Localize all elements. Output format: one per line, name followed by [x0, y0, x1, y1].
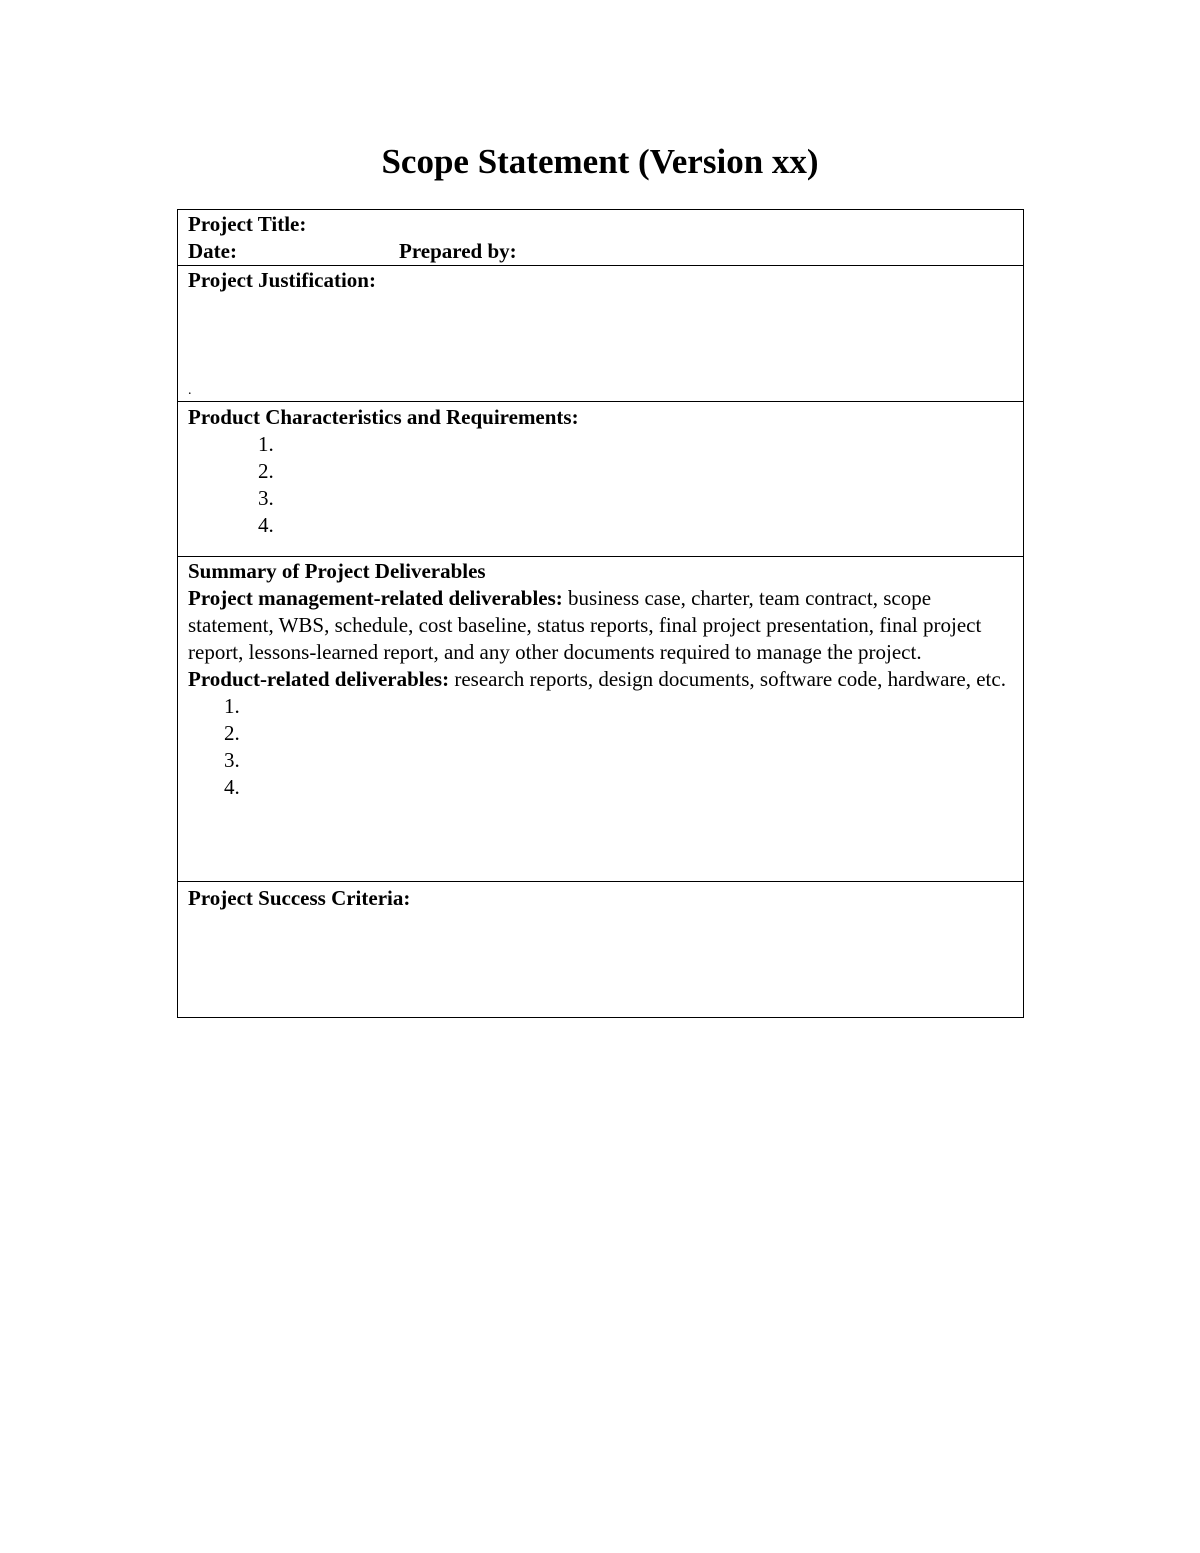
scope-statement-table [177, 209, 1024, 1018]
project-title-row [178, 210, 1023, 265]
deliverables-heading: Summary of Project Deliverables [188, 559, 486, 583]
prepared-by-label: Prepared by: [399, 239, 517, 263]
product-deliverables-label: Product-related deliverables: [188, 667, 450, 691]
date-prepared-line [188, 238, 1013, 265]
list-item: 3. [224, 748, 240, 772]
page-title: Scope Statement (Version xx) [381, 142, 819, 181]
list-item: 3. [258, 486, 274, 510]
list-item: 2. [258, 459, 274, 483]
list-item: 4. [258, 513, 274, 537]
list-item: 1. [258, 432, 274, 456]
project-title-label: Project Title: [188, 212, 307, 236]
pm-deliverables-label: Project management-related deliverables: [188, 586, 563, 610]
deliverables-list [188, 693, 1013, 801]
project-justification-row [178, 265, 1023, 401]
product-deliverables-paragraph [188, 666, 1013, 693]
success-criteria-label: Project Success Criteria: [188, 886, 411, 910]
pm-deliverables-text: business case, charter, team contract, scope statement, WBS, schedule, cost baseline, status reports, final project presentation, final project report, lessons-learned report, and any other documents required to manage the project. [188, 586, 982, 664]
characteristics-list [188, 431, 1013, 539]
date-label: Date: [188, 239, 237, 263]
product-characteristics-label: Product Characteristics and Requirements: [188, 405, 579, 429]
list-item: 4. [224, 775, 240, 799]
pm-deliverables-paragraph [188, 585, 1013, 666]
product-deliverables-text: research reports, design documents, software code, hardware, etc. [454, 667, 1006, 691]
list-item: 2. [224, 721, 240, 745]
justification-placeholder-mark: . [188, 383, 192, 398]
product-characteristics-row [178, 401, 1023, 556]
project-justification-label: Project Justification: [188, 268, 376, 292]
list-item: 1. [224, 694, 240, 718]
success-criteria-row [178, 881, 1023, 1017]
deliverables-summary-row [178, 556, 1023, 881]
